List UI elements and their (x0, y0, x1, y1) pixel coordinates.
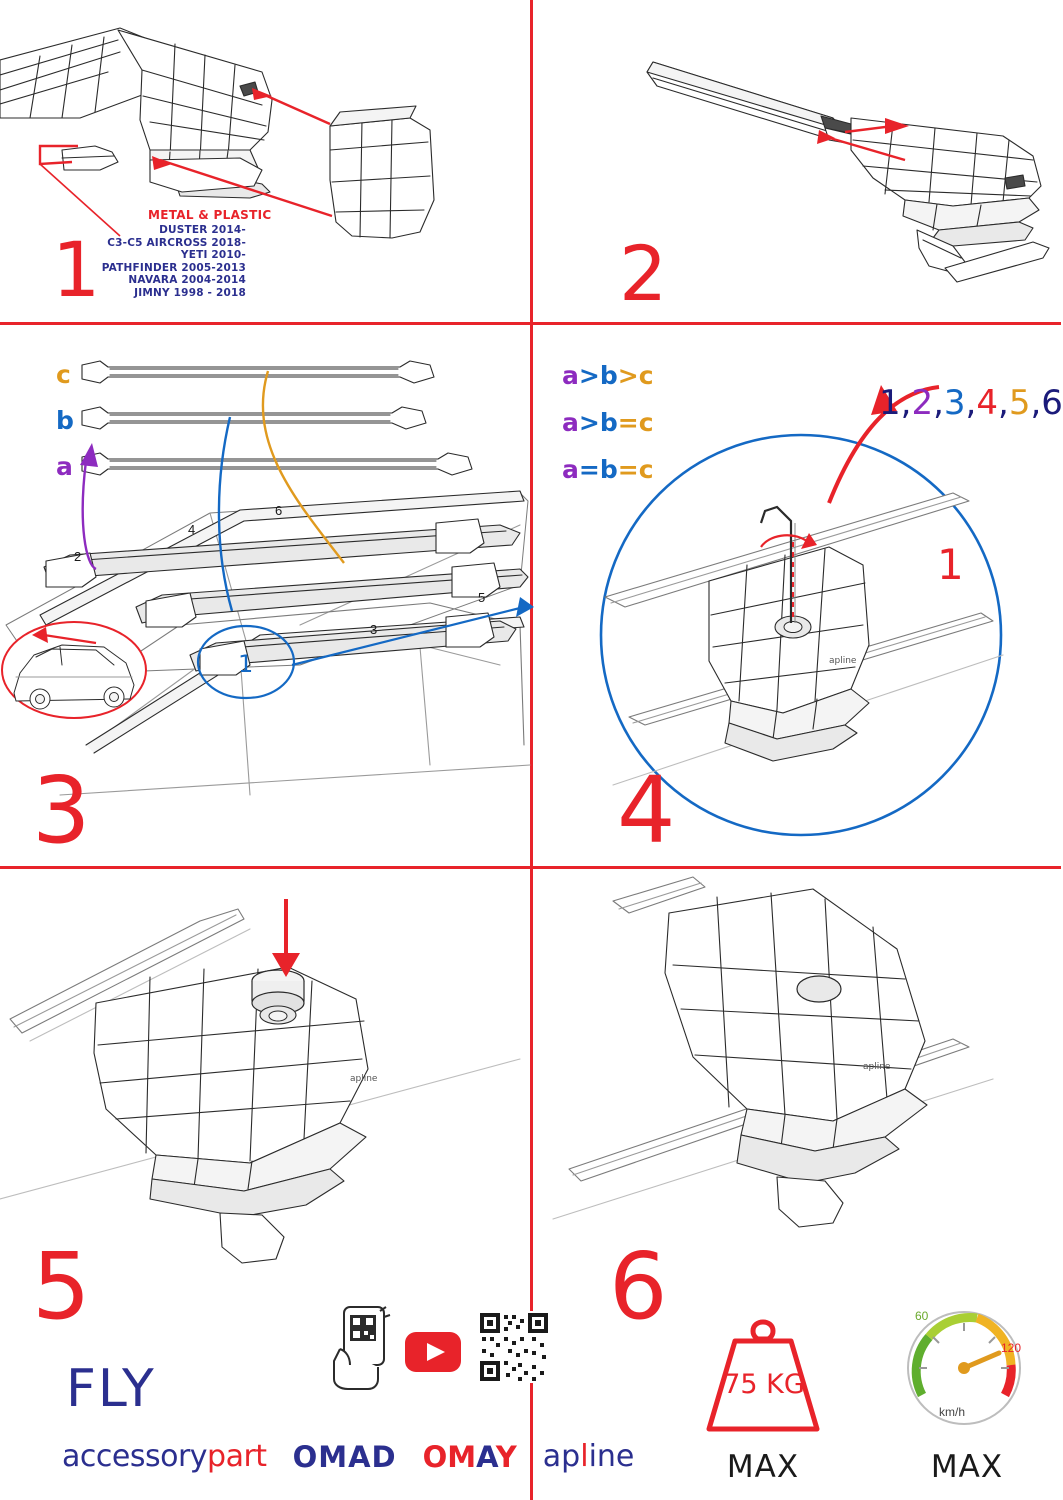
turn-step-number: 1 (937, 540, 964, 589)
bar-label-b: b (56, 406, 74, 435)
brand-part-text: part (207, 1439, 267, 1474)
panel-step-3 (0, 325, 654, 866)
panel-step-1 (0, 0, 530, 322)
metal-plastic-label: METAL & PLASTIC (148, 208, 272, 222)
fitment-item: NAVARA 2004-2014 (128, 274, 246, 286)
panel-step-2 (533, 0, 1061, 322)
step-number-6: 6 (609, 1233, 666, 1340)
seq-4: 4 (976, 383, 998, 423)
step-6-illustration (533, 869, 1061, 1269)
youtube-icon[interactable] (404, 1331, 462, 1373)
brand-l-text: l (580, 1439, 589, 1474)
fitment-item: PATHFINDER 2005-2013 (101, 261, 246, 274)
step-number-4: 4 (617, 757, 674, 864)
brand-ap-text: ap (542, 1439, 581, 1474)
eq3-op2: = (617, 455, 639, 484)
eq1-c: c (638, 361, 654, 390)
seq-c5: , (1030, 383, 1042, 423)
panel-step-6 (533, 869, 1061, 1500)
brand-accessorypart (62, 1439, 267, 1474)
eq2-c: c (638, 408, 654, 437)
eq3-op1: = (578, 455, 600, 484)
eq3-b: b (599, 455, 618, 484)
qr-scan-hand-icon (330, 1305, 392, 1391)
point-number-2: 2 (74, 549, 82, 564)
brand-ine-text: ine (588, 1439, 635, 1474)
brand-mark-apline-5: apline (350, 1074, 378, 1084)
speed-max-label: MAX (930, 1449, 1004, 1485)
brand-om-text: OM (422, 1440, 477, 1474)
fitment-item: YETI 2010- (180, 249, 246, 261)
seq-3: 3 (943, 383, 966, 423)
brand-fly: FLY (66, 1359, 156, 1419)
panel-step-5 (0, 869, 635, 1500)
step-2-illustration (533, 0, 1061, 322)
eq1-op2: > (617, 361, 639, 390)
step-number-1: 1 (52, 225, 99, 314)
seq-c2: , (933, 383, 944, 423)
fitment-item: DUSTER 2014- (159, 224, 246, 236)
weight-value: 75 KG (723, 1369, 805, 1400)
eq3-a: a (562, 455, 579, 484)
fitment-item: C3-C5 AIRCROSS 2018- (107, 236, 246, 249)
point-number-6: 6 (275, 503, 283, 518)
brand-accessory-text: accessory (62, 1439, 208, 1474)
speed-unit-label: km/h (939, 1405, 966, 1419)
brand-y-text: Y (495, 1440, 517, 1474)
seq-c3: , (965, 383, 977, 423)
seq-6: 6 (1041, 383, 1063, 423)
eq1-op1: > (578, 361, 600, 390)
highlight-circle-number: 1 (238, 650, 254, 678)
step-5-illustration (0, 869, 530, 1289)
eq3-c: c (638, 455, 654, 484)
point-number-3: 3 (370, 622, 378, 637)
point-number-4: 4 (188, 522, 196, 537)
seq-c1: , (900, 383, 912, 423)
seq-c4: , (998, 383, 1009, 423)
seq-1: 1 (879, 383, 901, 423)
gauge-max-label: 120 (1001, 1341, 1022, 1355)
step-number-2: 2 (619, 229, 666, 318)
bar-label-c: c (56, 360, 71, 389)
seq-5: 5 (1008, 383, 1031, 423)
installation-sequence (879, 383, 1063, 423)
eq2-b: b (599, 408, 618, 437)
fitment-item: JIMNY 1998 - 2018 (134, 286, 246, 299)
brand-omad: OMAD (292, 1440, 397, 1474)
eq2-op1: > (578, 408, 600, 437)
eq2-a: a (562, 408, 579, 437)
eq2-op2: = (617, 408, 639, 437)
gauge-min-label: 60 (915, 1309, 929, 1323)
brand-a-text: A (476, 1440, 496, 1474)
brand-omay (423, 1440, 517, 1474)
brand-mark-apline: apline (829, 656, 857, 666)
brand-mark-apline-6: apline (863, 1062, 891, 1072)
panel-step-4 (533, 325, 1061, 866)
step-number-5: 5 (32, 1233, 89, 1340)
eq1-a: a (562, 361, 579, 390)
seq-2: 2 (911, 383, 934, 423)
weight-max-label: MAX (726, 1449, 800, 1485)
eq1-b: b (599, 361, 618, 390)
step-number-3: 3 (32, 757, 89, 864)
bar-label-a: a (56, 452, 73, 481)
point-number-5: 5 (478, 590, 486, 605)
